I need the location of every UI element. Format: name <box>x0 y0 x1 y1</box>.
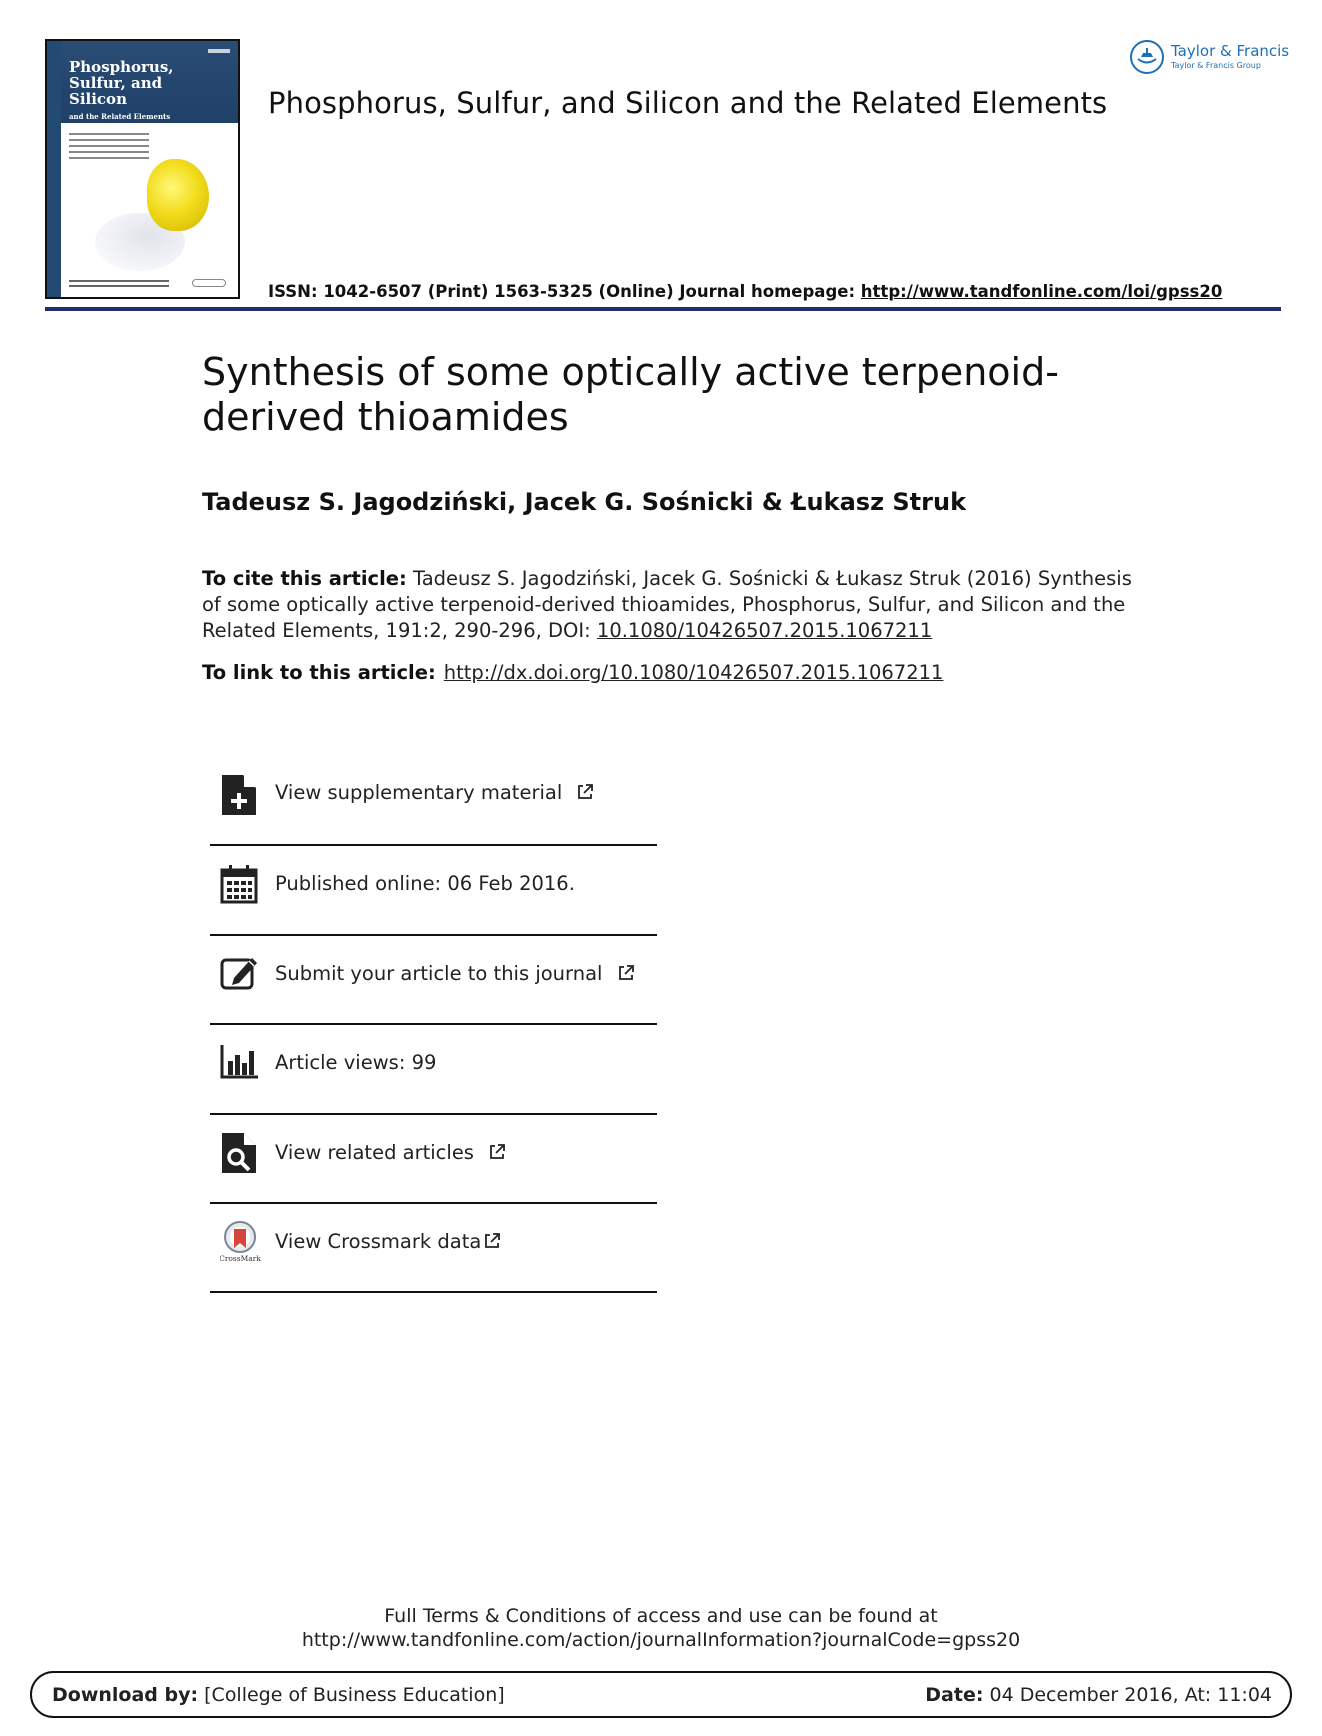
published-online-row <box>210 846 657 935</box>
edit-icon <box>220 952 258 996</box>
crossmark-row[interactable] <box>210 1204 657 1293</box>
calendar-icon <box>220 862 258 906</box>
submit-article-row[interactable] <box>210 936 657 1025</box>
article-authors: Tadeusz S. Jagodziński, Jacek G. Sośnicki & Łukasz Struk <box>202 488 967 516</box>
article-link-block <box>202 661 943 684</box>
article-views-row <box>210 1025 657 1114</box>
download-date <box>925 1684 1272 1706</box>
article-title: Synthesis of some optically active terpenoid-derived thioamides <box>202 350 1059 439</box>
cover-spine <box>47 41 61 297</box>
publisher-name: Taylor & Francis <box>1171 42 1290 60</box>
journal-name: Phosphorus, Sulfur, and Silicon and the Related Elements <box>268 86 1108 120</box>
cover-editor-lines <box>69 277 169 287</box>
external-link-icon <box>488 1143 506 1161</box>
article-views-label: Article views: 99 <box>275 1051 437 1075</box>
published-online-label: Published online: 06 Feb 2016. <box>275 872 575 896</box>
cover-subtitle: and the Related Elements <box>69 112 171 121</box>
cover-publisher-mark <box>192 279 226 287</box>
citation-label: To cite this article: <box>202 567 407 590</box>
issn-line <box>268 282 1222 301</box>
download-info-bar <box>30 1671 1292 1718</box>
download-date-value: 04 December 2016, At: 11:04 <box>983 1684 1272 1706</box>
cover-text-lines <box>69 133 149 163</box>
related-articles-label: View related articles <box>275 1141 506 1164</box>
crossmark-icon <box>220 1220 261 1264</box>
external-link-icon <box>576 783 594 801</box>
publisher-logo-icon <box>1130 40 1164 74</box>
article-info-list <box>210 757 657 1293</box>
supplementary-material-row[interactable] <box>210 757 657 846</box>
cover-title: Phosphorus, Sulfur, and Silicon <box>69 58 174 108</box>
terms-url[interactable]: http://www.tandfonline.com/action/journalInformation?journalCode=gpss20 <box>301 1629 1021 1651</box>
journal-cover-image <box>45 39 240 299</box>
publisher-group: Taylor & Francis Group <box>1171 61 1261 70</box>
download-date-label: Date: <box>925 1684 984 1706</box>
bar-chart-icon <box>220 1041 258 1085</box>
submit-article-label: Submit your article to this journal <box>275 962 635 985</box>
header-rule <box>45 307 1281 311</box>
cover-crystal <box>147 159 209 231</box>
citation-block <box>202 566 1142 644</box>
citation-text: Tadeusz S. Jagodziński, Jacek G. Sośnicki & Łukasz Struk (2016) Synthesis of some optically active terpenoid-derived thioamides, Phosphorus, Sulfur, and Silicon and the Related Elements, 191:2, 290-296, DOI: <box>202 567 1132 642</box>
supplementary-material-label: View supplementary material <box>275 781 594 804</box>
download-by <box>52 1684 505 1706</box>
publisher-logo <box>1130 38 1290 78</box>
search-document-icon <box>220 1131 258 1175</box>
download-by-label: Download by: <box>52 1684 199 1706</box>
add-file-icon <box>220 773 258 817</box>
journal-homepage-link[interactable]: http://www.tandfonline.com/loi/gpss20 <box>860 282 1223 301</box>
article-link-label: To link to this article: <box>202 661 436 684</box>
article-doi-url[interactable]: http://dx.doi.org/10.1080/10426507.2015.1067211 <box>443 661 944 684</box>
related-articles-row[interactable] <box>210 1115 657 1204</box>
external-link-icon <box>483 1232 501 1250</box>
terms-notice <box>0 1604 1322 1652</box>
issn-text: ISSN: 1042-6507 (Print) 1563-5325 (Online) Journal homepage: <box>268 282 861 301</box>
crossmark-icon-text: CrossMark <box>220 1253 261 1263</box>
external-link-icon <box>617 964 635 982</box>
crossmark-label: View Crossmark data <box>275 1230 501 1253</box>
download-by-value: [College of Business Education] <box>198 1684 505 1706</box>
terms-line-1: Full Terms & Conditions of access and use can be found at <box>384 1605 938 1627</box>
citation-doi-link[interactable]: 10.1080/10426507.2015.1067211 <box>596 619 933 642</box>
cover-issn-mark <box>208 49 230 53</box>
